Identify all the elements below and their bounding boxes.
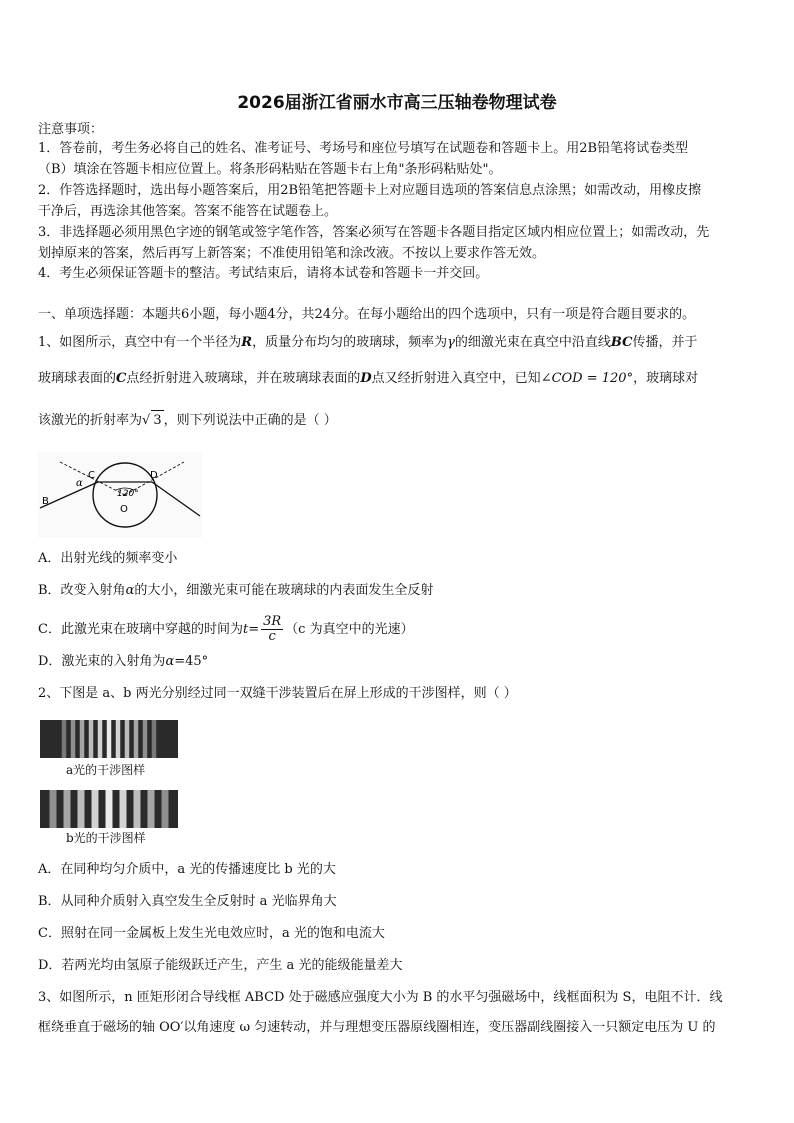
bright-fringe	[134, 720, 139, 758]
fringe-pattern-a	[40, 720, 178, 758]
q1-line-2: 玻璃球表面的C点经折射进入玻璃球，并在玻璃球表面的D点又经折射进入真空中，已知∠COD = 120°，玻璃球对	[38, 371, 699, 386]
label-O: O	[120, 504, 128, 515]
bright-fringe	[89, 720, 94, 758]
notice-line-3: 2．作答选择题时，选出每小题答案后，用2B铅笔把答题卡上对应题目选项的答案信息点涂黑；如需改动，用橡皮擦	[38, 183, 702, 198]
q2-option-b: B．从同种介质射入真空发生全反射时 a 光临界角大	[38, 894, 337, 909]
label-alpha: α	[76, 478, 83, 489]
q1-option-d: D．激光束的入射角为α=45°	[38, 654, 209, 669]
section-heading: 一、单项选择题：本题共6小题，每小题4分，共24分。在每小题给出的四个选项中，只有一项是符合题目要求的。	[38, 307, 696, 322]
q2-option-d: D．若两光均由氢原子能级跃迁产生，产生 a 光的能级能量差大	[38, 958, 403, 973]
q1-line-1: 1、如图所示，真空中有一个半径为R，质量分布均匀的玻璃球，频率为γ的细激光束在真空中沿直线BC传播，并于	[38, 335, 698, 350]
q1-option-b: B．改变入射角α的大小，细激光束可能在玻璃球的内表面发生全反射	[38, 583, 434, 598]
q2-option-a: A．在同种均匀介质中，a 光的传播速度比 b 光的大	[38, 862, 336, 877]
caption-b: b光的干涉图样	[66, 831, 146, 845]
bright-fringe	[152, 720, 157, 758]
bright-fringe	[162, 790, 169, 828]
fringe-pattern-b	[40, 790, 178, 828]
q1-line-3: 该激光的折射率为√ 3 ，则下列说法中正确的是（ ）	[38, 410, 758, 431]
glass-sphere-diagram	[38, 452, 202, 538]
bright-fringe	[92, 790, 99, 828]
q3-line-1: 3、如图所示，n 匝矩形闭合导线框 ABCD 处于磁感应强度大小为 B 的水平匀强磁场中，线框面积为 S，电阻不计．线	[38, 990, 723, 1005]
bright-fringe	[125, 720, 130, 758]
label-angle: 120°	[117, 489, 139, 499]
notice-line-6: 划掉原来的答案，然后再写上新答案；不准使用铅笔和涂改液。不按以上要求作答无效。	[38, 246, 546, 261]
q1-option-a: A．出射光线的频率变小	[38, 551, 178, 566]
notice-line-7: 4．考生必须保证答题卡的整洁。考试结束后，请将本试卷和答题卡一并交回。	[38, 266, 489, 281]
bright-fringe	[148, 790, 155, 828]
bright-fringe	[106, 790, 113, 828]
bright-fringe	[50, 790, 57, 828]
notice-heading: 注意事项：	[38, 122, 104, 137]
bright-fringe	[64, 790, 71, 828]
notice-line-5: 3．非选择题必须用黑色字迹的钢笔或签字笔作答，答案必须写在答题卡各题目指定区域内相应位置上；如需改动，先	[38, 225, 710, 240]
label-D: D	[150, 470, 158, 481]
bright-fringe	[78, 790, 85, 828]
bright-fringe	[80, 720, 85, 758]
bright-fringe	[143, 720, 148, 758]
bright-fringe	[116, 720, 121, 758]
q2-stem: 2、下图是 a、b 两光分别经过同一双缝干涉装置后在屏上形成的干涉图样，则（ ）	[38, 686, 517, 701]
label-C: C	[88, 470, 95, 481]
bright-fringe	[134, 790, 141, 828]
notice-line-1: 1．答卷前，考生务必将自己的姓名、准考证号、考场号和座位号填写在试题卷和答题卡上。用2B铅笔将试卷类型	[38, 141, 689, 156]
bright-fringe	[62, 720, 67, 758]
bright-fringe	[98, 720, 103, 758]
label-B: B	[42, 496, 49, 507]
q1-option-c: C．此激光束在玻璃中穿越的时间为t= $\frac{3R}{c}$ （c 为真空中的光速）	[38, 614, 414, 644]
exam-title: 2026届浙江省丽水市高三压轴卷物理试卷	[237, 93, 557, 113]
notice-line-4: 干净后，再选涂其他答案。答案不能答在试题卷上。	[38, 204, 338, 219]
bright-fringe	[107, 720, 112, 758]
bright-fringe	[120, 790, 127, 828]
notice-line-2: （B）填涂在答题卡相应位置上。将条形码粘贴在答题卡右上角"条形码粘贴处"。	[38, 162, 502, 177]
caption-a: a光的干涉图样	[66, 763, 146, 777]
bright-fringe	[71, 720, 76, 758]
q2-option-c: C．照射在同一金属板上发生光电效应时，a 光的饱和电流大	[38, 926, 385, 941]
q3-line-2: 框绕垂直于磁场的轴 OO′以角速度 ω 匀速转动，并与理想变压器原线圈相连，变压器副线圈接入一只额定电压为 U 的	[38, 1020, 716, 1035]
